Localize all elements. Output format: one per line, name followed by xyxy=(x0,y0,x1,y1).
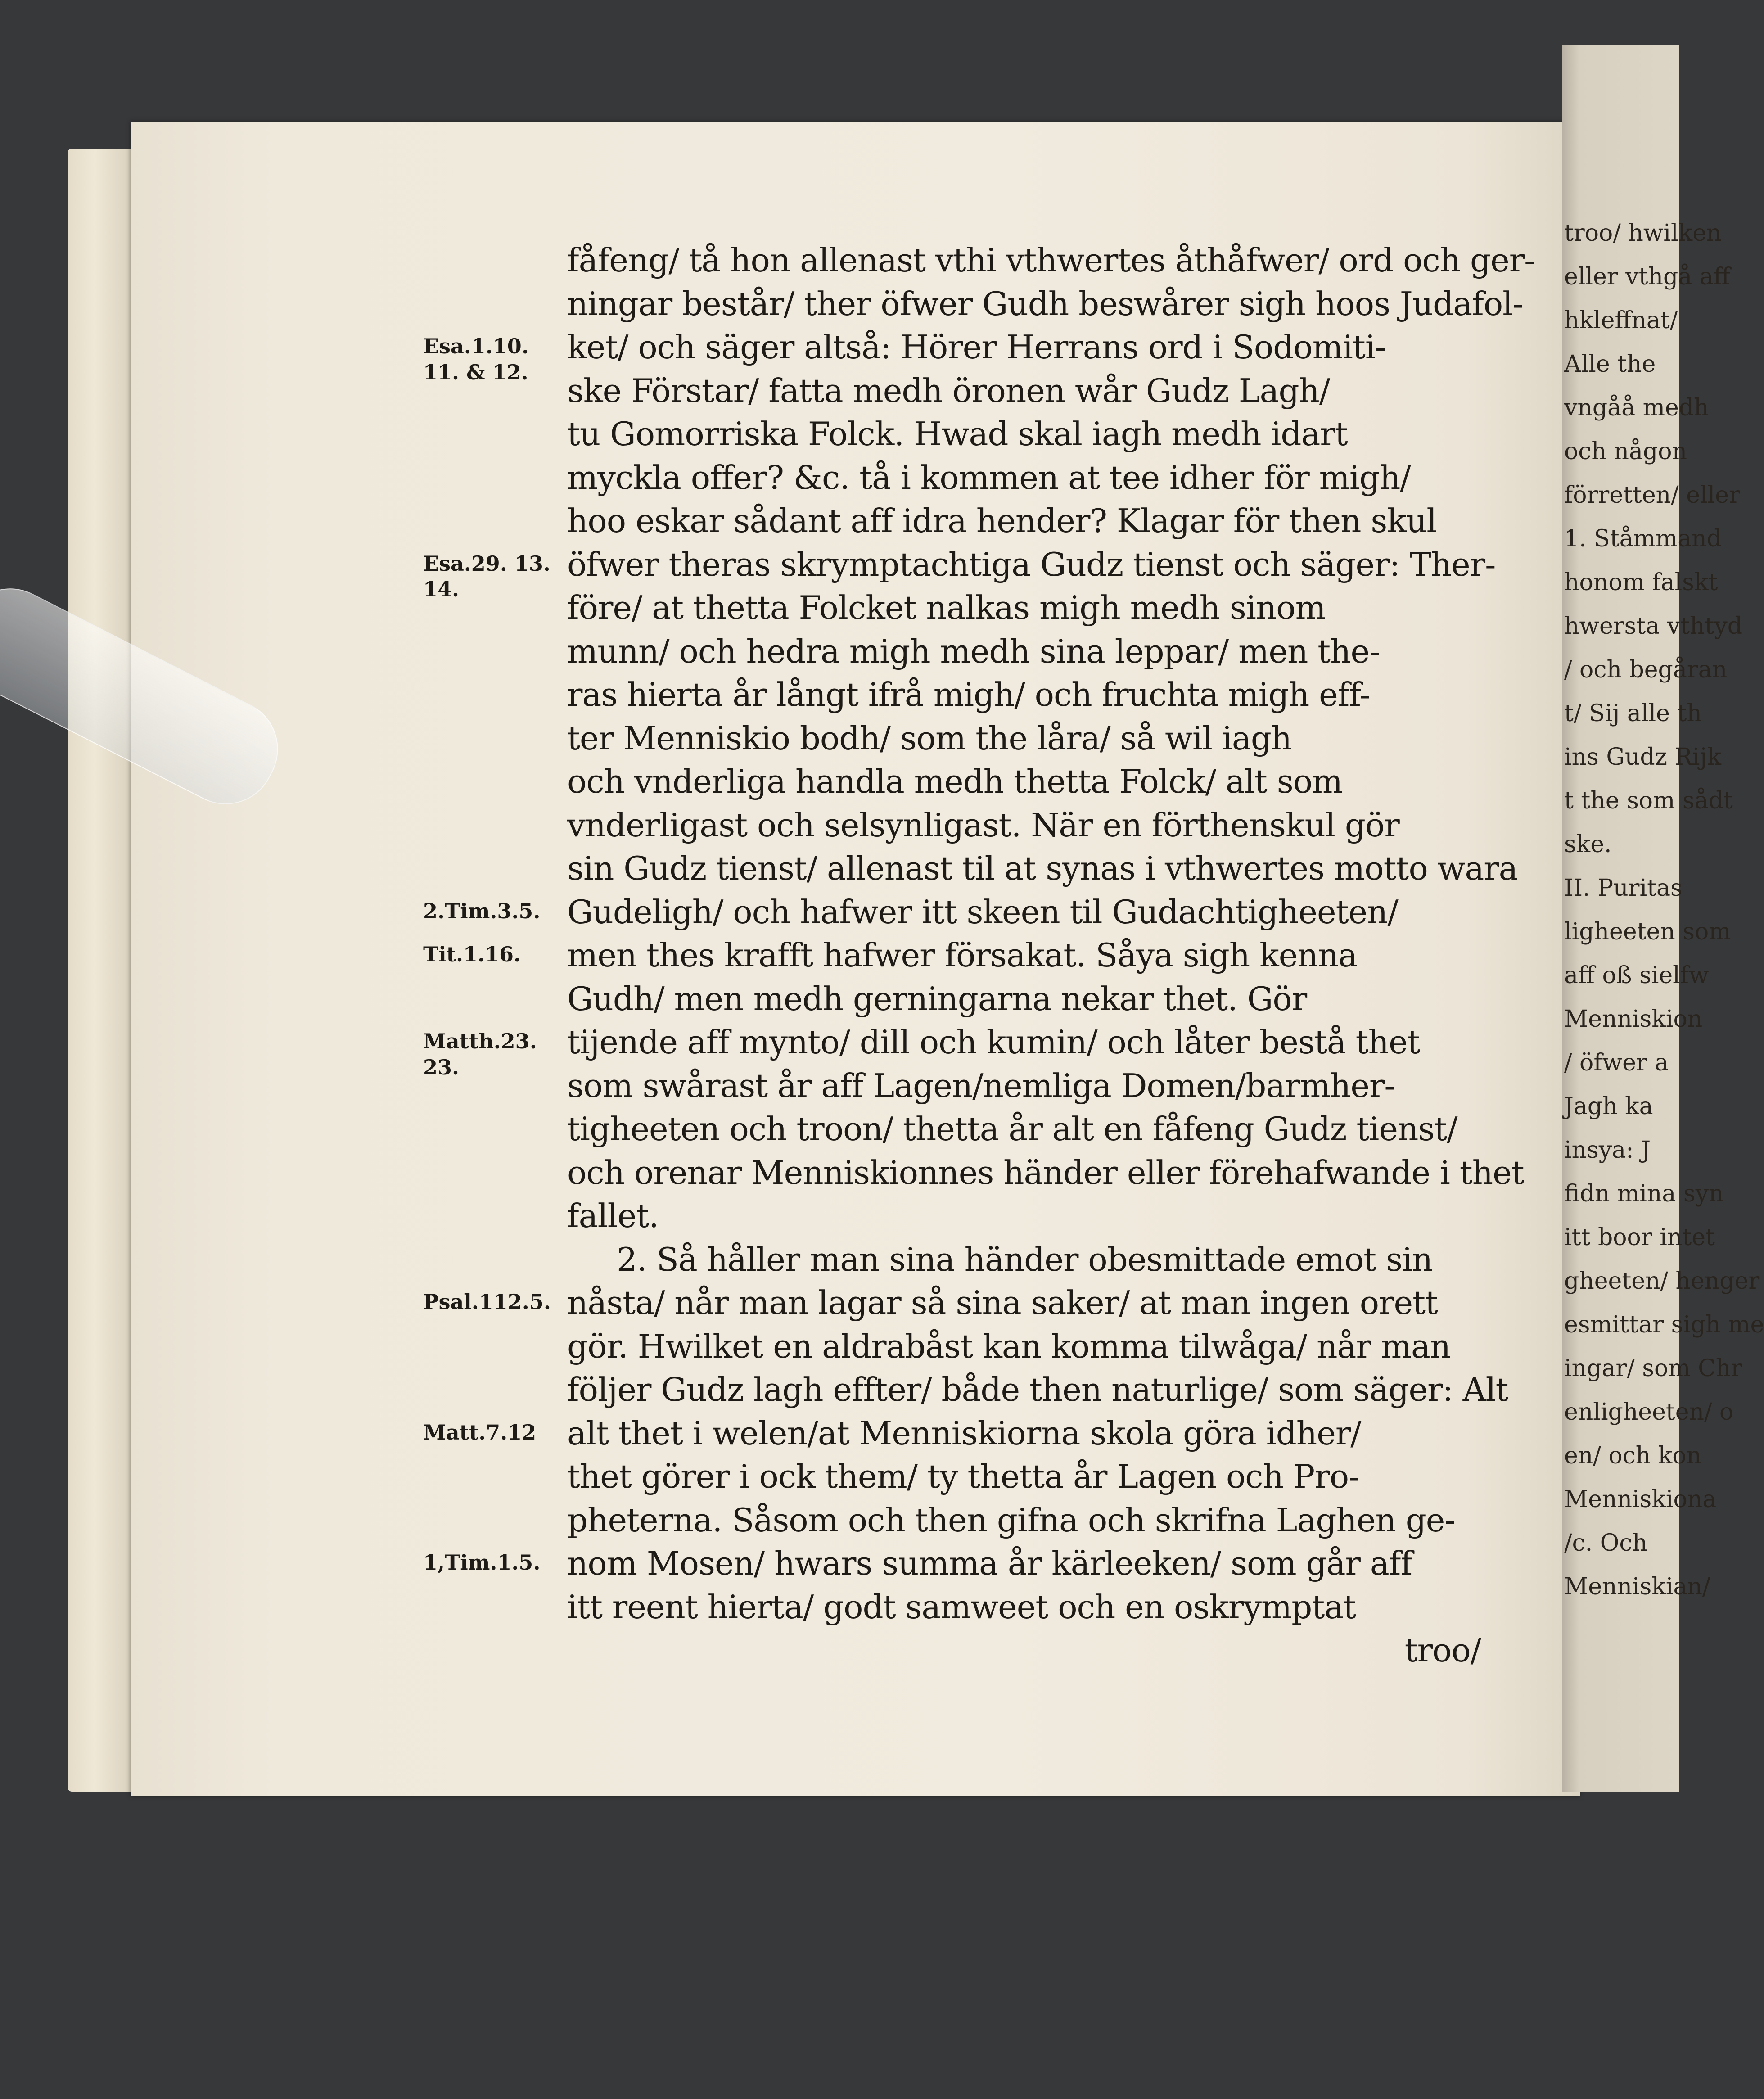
text-line: följer Gudz lagh effter/ både then naturlige/ som säger: Alt xyxy=(567,1371,1508,1408)
right-page-line: / öfwer a xyxy=(1564,1049,1669,1076)
right-page-line: / och begåran xyxy=(1564,656,1728,683)
right-page-line: Menniskiona xyxy=(1564,1486,1717,1513)
right-page-line: insya: J xyxy=(1564,1137,1651,1164)
text-line: ket/ och säger altså: Hörer Herrans ord i Sodomiti- xyxy=(567,328,1386,366)
margin-reference: 1,Tim.1.5. xyxy=(423,1550,541,1575)
right-page-line: hkleffnat/ xyxy=(1564,307,1678,334)
text-line: tu Gomorriska Folck. Hwad skal iagh medh idart xyxy=(567,415,1348,453)
text-line: nom Mosen/ hwars summa år kärleeken/ som går aff xyxy=(567,1544,1412,1582)
text-line: men thes krafft hafwer försakat. Såya sigh kenna xyxy=(567,936,1357,974)
right-page-line: aff oß sielfw xyxy=(1564,962,1709,989)
right-page-line: ingar/ som Chr xyxy=(1564,1355,1742,1382)
text-line: fåfeng/ tå hon allenast vthi vthwertes åthåfwer/ ord och ger- xyxy=(567,241,1535,279)
right-page-line: eller vthgå aff xyxy=(1564,263,1730,290)
right-page-line: Alle the xyxy=(1564,351,1656,378)
text-line: hoo eskar sådant aff idra hender? Klagar för then skul xyxy=(567,502,1437,540)
right-page-line: Jagh ka xyxy=(1564,1093,1653,1120)
right-page-line: 1. Ståmmand xyxy=(1564,525,1722,552)
margin-reference: 23. xyxy=(423,1055,460,1079)
text-line: vnderligast och selsynligast. När en förthenskul gör xyxy=(567,806,1399,844)
text-line: nåsta/ når man lagar så sina saker/ at man ingen orett xyxy=(567,1284,1438,1322)
right-page-line: Menniskian/ xyxy=(1564,1573,1710,1600)
text-line: ter Menniskio bodh/ som the låra/ så wil iagh xyxy=(567,719,1292,757)
text-line: munn/ och hedra migh medh sina leppar/ men the- xyxy=(567,632,1380,670)
book-edge xyxy=(68,149,135,1792)
right-page-line: t the som sådt xyxy=(1564,787,1733,814)
right-page-line: vngåå medh xyxy=(1564,394,1709,421)
right-page-line: fidn mina syn xyxy=(1564,1180,1724,1207)
right-page-text xyxy=(1564,212,1764,1609)
text-line: öfwer theras skrymptachtiga Gudz tienst och säger: Ther- xyxy=(567,545,1496,583)
text-line: gör. Hwilket en aldrabåst kan komma tilwåga/ når man xyxy=(567,1327,1451,1365)
margin-reference: 14. xyxy=(423,577,460,602)
text-line: alt thet i welen/at Menniskiorna skola göra idher/ xyxy=(567,1414,1361,1452)
text-line: tijende aff mynto/ dill och kumin/ och låter bestå thet xyxy=(567,1023,1420,1061)
right-page-line: och någon xyxy=(1564,438,1687,465)
margin-reference: Esa.1.10. xyxy=(423,334,529,358)
text-line: före/ at thetta Folcket nalkas migh medh sinom xyxy=(567,589,1326,627)
right-page-line: gheeten/ henger xyxy=(1564,1268,1760,1295)
right-page-line: ske. xyxy=(1564,831,1612,858)
right-page-line: förretten/ eller xyxy=(1564,482,1740,509)
text-line: tigheeten och troon/ thetta år alt en fåfeng Gudz tienst/ xyxy=(567,1110,1457,1148)
margin-reference: Matt.7.12 xyxy=(423,1420,537,1444)
right-page-line: ligheeten som xyxy=(1564,918,1731,945)
right-page-line: en/ och kon xyxy=(1564,1442,1702,1469)
text-line: ras hierta år långt ifrå migh/ och fruchta migh eff- xyxy=(567,676,1370,713)
margin-reference: Tit.1.16. xyxy=(423,942,521,966)
right-page-line: II. Puritas xyxy=(1564,875,1683,902)
right-page-line: itt boor intet xyxy=(1564,1224,1715,1251)
text-line: som swårast år aff Lagen/nemliga Domen/barmher- xyxy=(567,1066,1395,1105)
margin-reference: Matth.23. xyxy=(423,1029,537,1053)
text-line: och orenar Menniskionnes händer eller förehafwande i thet xyxy=(567,1153,1524,1192)
text-line: ningar består/ ther öfwer Gudh beswårer sigh hoos Judafol- xyxy=(567,284,1523,323)
right-page-line: enligheeten/ o xyxy=(1564,1399,1734,1426)
text-line: myckla offer? &c. tå i kommen at tee idher för migh/ xyxy=(567,458,1411,497)
text-line: ske Förstar/ fatta medh öronen wår Gudz Lagh/ xyxy=(567,371,1330,410)
right-page-line: honom falskt xyxy=(1564,569,1718,596)
margin-reference: Esa.29. 13. xyxy=(423,551,550,576)
text-line: troo/ xyxy=(1404,1631,1481,1669)
main-text-block xyxy=(567,239,1535,1672)
right-page-line: ins Gudz Rijk xyxy=(1564,744,1721,771)
right-page-line: hwersta vthtyd xyxy=(1564,613,1743,640)
text-line: Gudeligh/ och hafwer itt skeen til Gudachtigheeten/ xyxy=(567,893,1398,931)
text-line: thet görer i ock them/ ty thetta år Lagen och Pro- xyxy=(567,1458,1359,1495)
text-line: och vnderliga handla medh thetta Folck/ alt som xyxy=(567,763,1343,800)
right-page-line: t/ Sij alle th xyxy=(1564,700,1702,727)
text-line: Gudh/ men medh gerningarna nekar thet. Gör xyxy=(567,980,1307,1018)
right-page-line: /c. Och xyxy=(1564,1530,1647,1557)
text-line: 2. Så håller man sina händer obesmittade emot sin xyxy=(617,1240,1433,1278)
text-line: fallet. xyxy=(567,1197,659,1235)
right-page-line: esmittar sigh me xyxy=(1564,1311,1764,1338)
margin-reference: 11. & 12. xyxy=(423,360,528,384)
text-line: pheterna. Såsom och then gifna och skrifna Laghen ge- xyxy=(567,1501,1455,1539)
right-page-line: Menniskion xyxy=(1564,1006,1703,1033)
right-page-line: troo/ hwilken xyxy=(1564,220,1722,247)
text-line: sin Gudz tienst/ allenast til at synas i vthwertes motto wara xyxy=(567,849,1518,887)
margin-reference: Psal.112.5. xyxy=(423,1290,551,1314)
margin-reference: 2.Tim.3.5. xyxy=(423,898,541,923)
text-line: itt reent hierta/ godt samweet och en oskrymptat xyxy=(567,1588,1356,1626)
